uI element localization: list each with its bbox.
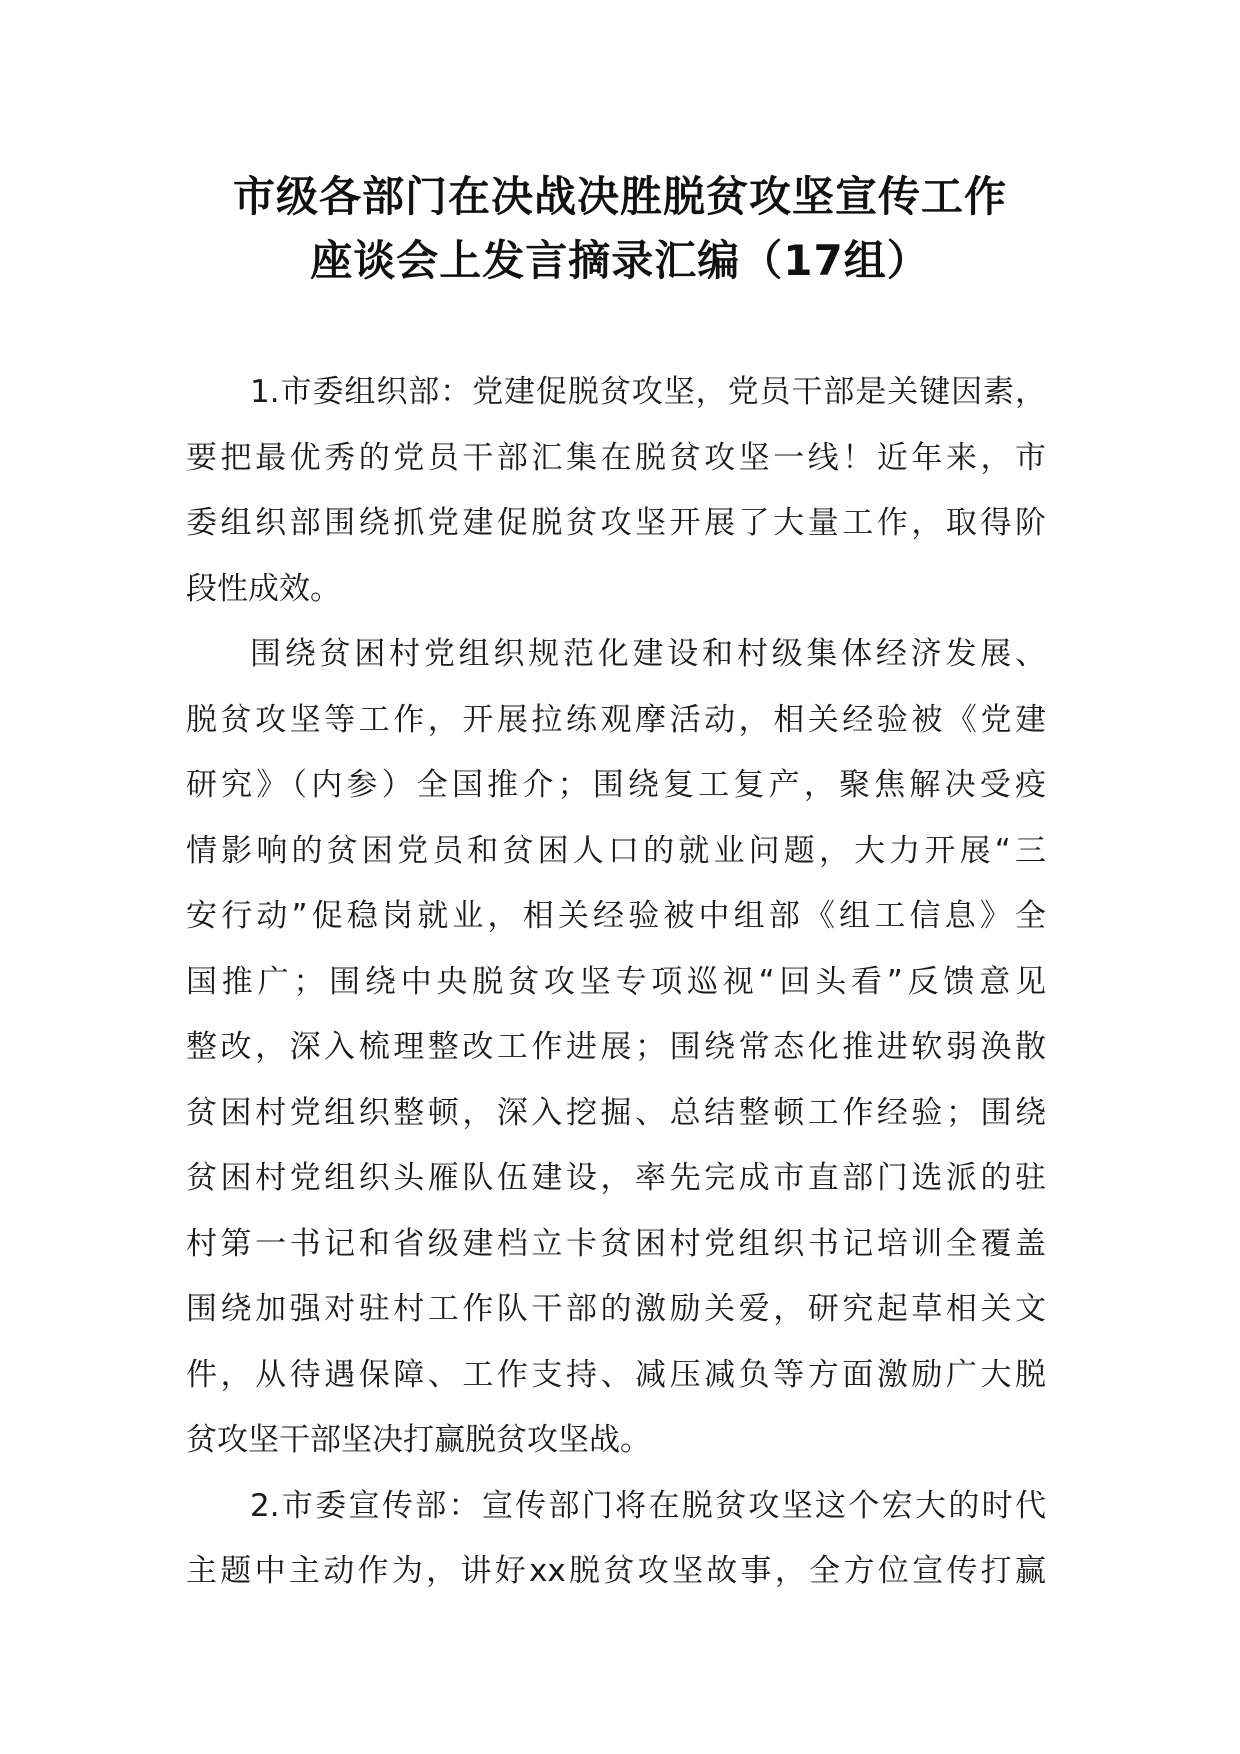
body-line: 要把最优秀的党员干部汇集在脱贫攻坚一线！近年来，市 [186, 439, 1046, 476]
body-line: 1.市委组织部：党建促脱贫攻坚，党员干部是关键因素， [250, 374, 1046, 410]
body-line: 段性成效。 [186, 570, 341, 607]
body-line: 脱贫攻坚等工作，开展拉练观摩活动，相关经验被《党建 [186, 701, 1046, 738]
body-line: 委组织部围绕抓党建促脱贫攻坚开展了大量工作，取得阶 [186, 505, 1046, 541]
title-line-2: 座谈会上发言摘录汇编（17组） [310, 236, 930, 285]
body-line: 贫困村党组织整顿，深入挖掘、总结整顿工作经验；围绕 [186, 1094, 1046, 1131]
body-line: 2.市委宣传部：宣传部门将在脱贫攻坚这个宏大的时代 [250, 1487, 1046, 1524]
body-line: 围绕加强对驻村工作队干部的激励关爱，研究起草相关文 [186, 1291, 1046, 1327]
document-title [150, 165, 1090, 293]
body-line: 国推广；围绕中央脱贫攻坚专项巡视“回头看”反馈意见 [186, 963, 1046, 1000]
body-line: 件，从待遇保障、工作支持、减压减负等方面激励广大脱 [186, 1356, 1046, 1393]
body-line: 村第一书记和省级建档立卡贫困村党组织书记培训全覆盖 [186, 1225, 1046, 1262]
document-body [186, 360, 1046, 1605]
body-line: 研究》（内参）全国推介；围绕复工复产，聚焦解决受疫 [186, 767, 1046, 803]
body-line: 围绕贫困村党组织规范化建设和村级集体经济发展、 [250, 636, 1046, 672]
body-line: 主题中主动作为，讲好xx脱贫攻坚故事，全方位宣传打赢 [186, 1553, 1046, 1589]
title-line-1: 市级各部门在决战决胜脱贫攻坚宣传工作 [232, 172, 1007, 221]
body-line: 贫困村党组织头雁队伍建设，率先完成市直部门选派的驻 [186, 1160, 1046, 1196]
body-line: 整改，深入梳理整改工作进展；围绕常态化推进软弱涣散 [186, 1029, 1046, 1065]
body-line: 安行动”促稳岗就业，相关经验被中组部《组工信息》全 [186, 898, 1046, 934]
body-line: 情影响的贫困党员和贫困人口的就业问题，大力开展“三 [186, 832, 1046, 869]
body-line: 贫攻坚干部坚决打赢脱贫攻坚战。 [186, 1422, 651, 1458]
